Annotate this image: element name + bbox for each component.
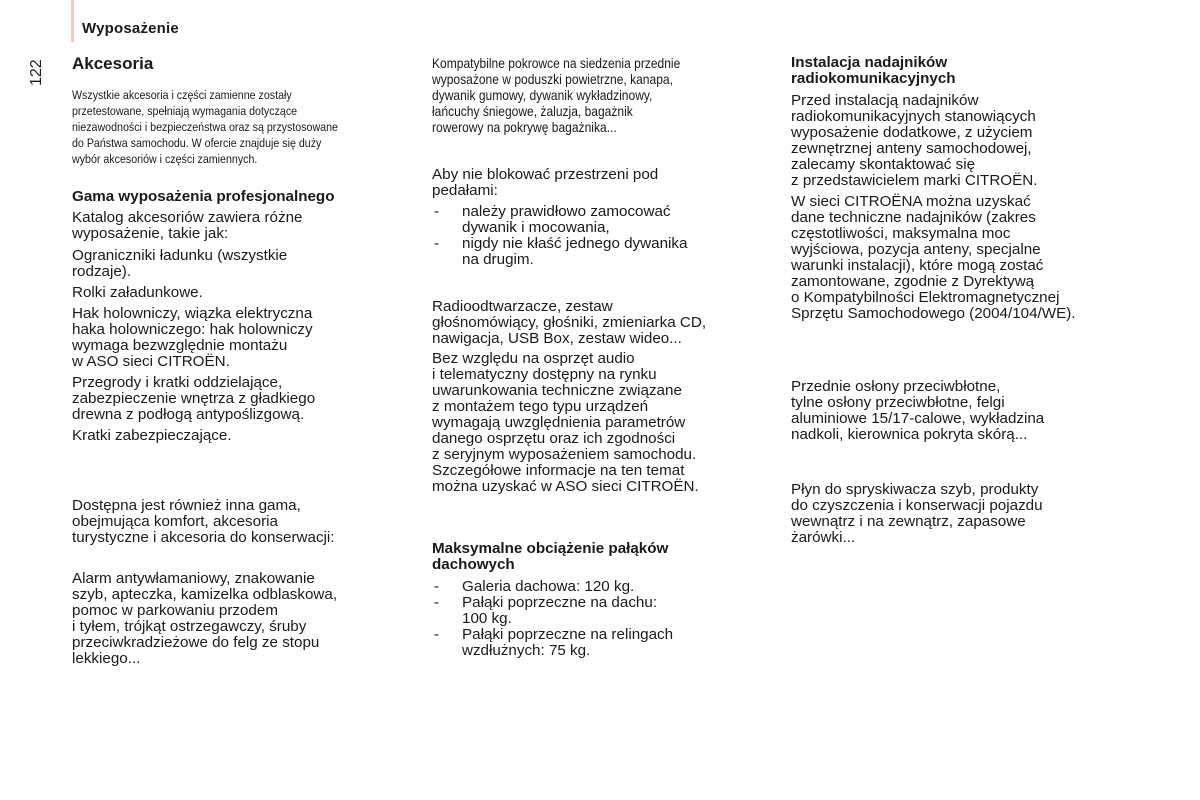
- text-line: wymagają uwzględnienia parametrów: [432, 414, 686, 431]
- text-line: Bez względu na osprzęt audio: [432, 350, 635, 367]
- text-line: żarówki...: [791, 529, 856, 546]
- text-line: Instalacja nadajników: [791, 54, 948, 71]
- text-line: nadkoli, kierownica pokryta skórą...: [791, 426, 1028, 443]
- text-line: lekkiego...: [72, 650, 141, 667]
- text-line: wymaga bezwzględnie montażu: [72, 337, 288, 354]
- text-line: radiokomunikacyjnych: [791, 70, 956, 87]
- text-line: głośnomówiący, głośniki, zmieniarka CD,: [432, 314, 707, 331]
- text-line: Dostępna jest również inna gama,: [72, 497, 301, 514]
- text-line: przeciwkradzieżowe do felg ze stopu: [72, 634, 320, 651]
- other-range-paragraph: [72, 498, 335, 546]
- partitions-paragraph: [72, 375, 315, 423]
- list-item: [432, 579, 673, 595]
- text-line: w ASO sieci CITROËN.: [72, 353, 230, 370]
- towbar-paragraph: [72, 306, 313, 370]
- text-line: dywanik i mocowania,: [462, 219, 610, 236]
- text-line: Hak holowniczy, wiązka elektryczna: [72, 305, 313, 322]
- text-line: Przed instalacją nadajników: [791, 92, 979, 109]
- text-line: wewnątrz i na zewnątrz, zapasowe: [791, 513, 1026, 530]
- text-line: dywanik gumowy, dywanik wykładzinowy,: [432, 87, 653, 103]
- transmitters-network-paragraph: [791, 194, 1076, 322]
- text-line: pedałami:: [432, 182, 498, 199]
- grilles-paragraph: Kratki zabezpieczające.: [72, 427, 232, 444]
- text-line: o Kompatybilności Elektromagnetycznej: [791, 289, 1060, 306]
- text-line: Katalog akcesoriów zawiera różne: [72, 209, 303, 226]
- text-line: rodzaje).: [72, 263, 132, 280]
- loading-rollers-paragraph: Rolki załadunkowe.: [72, 284, 203, 301]
- roof-load-list: [432, 579, 673, 659]
- transmitters-heading: [791, 55, 956, 87]
- text-line: danego osprzętu oraz ich zgodności: [432, 430, 676, 447]
- list-item: [432, 627, 673, 659]
- text-line: należy prawidłowo zamocować: [462, 203, 671, 220]
- column-2: [432, 0, 777, 800]
- text-line: Ograniczniki ładunku (wszystkie: [72, 247, 288, 264]
- text-line: turystyczne i akcesoria do konserwacji:: [72, 529, 335, 546]
- text-line: nigdy nie kłaść jednego dywanika: [462, 235, 688, 252]
- text-line: wzdłużnych: 75 kg.: [462, 642, 591, 659]
- text-line: dane techniczne nadajników (zakres: [791, 209, 1036, 226]
- text-line: obejmująca komfort, akcesoria: [72, 513, 278, 530]
- text-line: i telematyczny dostępny na rynku: [432, 366, 657, 383]
- transmitters-install-paragraph: [791, 93, 1037, 189]
- text-line: wyjściowa, pozycja anteny, specjalne: [791, 241, 1041, 258]
- text-line: Przegrody i kratki oddzielające,: [72, 374, 283, 391]
- list-item: [432, 204, 687, 236]
- text-line: Pałąki poprzeczne na relingach: [462, 626, 674, 643]
- text-line: można uzyskać w ASO sieci CITROËN.: [432, 478, 699, 495]
- text-line: wyposażenie dodatkowe, z użyciem: [791, 124, 1033, 141]
- text-line: aluminiowe 15/17-calowe, wykładzina: [791, 410, 1045, 427]
- text-line: zewnętrznej anteny samochodowej,: [791, 140, 1032, 157]
- professional-range-heading: Gama wyposażenia profesjonalnego: [72, 188, 335, 205]
- list-item: [432, 595, 673, 627]
- mudflaps-paragraph: [791, 379, 1044, 443]
- text-line: warunki instalacji), które mogą zostać: [791, 257, 1044, 274]
- text-line: zalecamy skontaktować się: [791, 156, 976, 173]
- washer-fluid-paragraph: [791, 482, 1043, 546]
- pedals-intro-paragraph: [432, 167, 658, 199]
- radio-paragraph: [432, 299, 706, 347]
- load-limiters-paragraph: [72, 248, 287, 280]
- text-line: tylne osłony przeciwbłotne, felgi: [791, 394, 1005, 411]
- text-line: haka holowniczego: hak holowniczy: [72, 321, 313, 338]
- text-line: dachowych: [432, 556, 515, 573]
- text-line: drewna z podłogą antypoślizgową.: [72, 406, 305, 423]
- text-line: rowerowy na pokrywę bagażnika...: [432, 119, 617, 135]
- column-3: [791, 0, 1171, 800]
- text-line: Alarm antywłamaniowy, znakowanie: [72, 570, 315, 587]
- text-line: do Państwa samochodu. W ofercie znajduje się duży: [72, 136, 322, 150]
- text-line: niezawodności i bezpieczeństwa oraz są przystosowane: [72, 120, 338, 134]
- column-1: [72, 0, 417, 800]
- text-line: Pałąki poprzeczne na dachu:: [462, 594, 658, 611]
- text-line: Aby nie blokować przestrzeni pod: [432, 166, 659, 183]
- text-line: W sieci CITROËNA można uzyskać: [791, 193, 1031, 210]
- text-line: z przedstawicielem marki CITROËN.: [791, 172, 1038, 189]
- text-line: na drugim.: [462, 251, 534, 268]
- text-line: Radioodtwarzacze, zestaw: [432, 298, 613, 315]
- text-line: pomoc w parkowaniu przodem: [72, 602, 278, 619]
- text-line: z montażem tego typu urządzeń: [432, 398, 649, 415]
- text-line: wyposażone w poduszki powietrzne, kanapa,: [432, 71, 673, 87]
- text-line: wyposażenie, takie jak:: [72, 225, 229, 242]
- text-line: Przednie osłony przeciwbłotne,: [791, 378, 1001, 395]
- pedals-list: [432, 204, 687, 268]
- text-line: 100 kg.: [462, 610, 512, 627]
- audio-paragraph: [432, 351, 699, 495]
- text-line: Kompatybilne pokrowce na siedzenia przednie: [432, 55, 681, 71]
- text-line: Sprzętu Samochodowego (2004/104/WE).: [791, 305, 1076, 322]
- intro-paragraph: [72, 87, 338, 167]
- page-number: 122: [28, 59, 45, 86]
- section-label: Wyposażenie: [82, 20, 179, 37]
- seat-covers-paragraph: [432, 55, 680, 135]
- catalog-paragraph: [72, 210, 302, 242]
- text-line: szyb, apteczka, kamizelka odblaskowa,: [72, 586, 338, 603]
- text-line: Maksymalne obciążenie pałąków: [432, 540, 669, 557]
- text-line: uwarunkowania techniczne związane: [432, 382, 682, 399]
- text-line: Wszystkie akcesoria i części zamienne zostały: [72, 88, 292, 102]
- text-line: i tyłem, trójkąt ostrzegawczy, śruby: [72, 618, 307, 635]
- alarm-paragraph: [72, 571, 337, 667]
- text-line: zamontowane, zgodnie z Dyrektywą: [791, 273, 1035, 290]
- text-line: wybór akcesoriów i części zamiennych.: [72, 152, 258, 166]
- text-line: do czyszczenia i konserwacji pojazdu: [791, 497, 1043, 514]
- text-line: Płyn do spryskiwacza szyb, produkty: [791, 481, 1039, 498]
- text-line: Galeria dachowa: 120 kg.: [462, 578, 635, 595]
- text-line: radiokomunikacyjnych stanowiących: [791, 108, 1036, 125]
- text-line: z seryjnym wyposażeniem samochodu.: [432, 446, 697, 463]
- page-title: Akcesoria: [72, 54, 154, 73]
- text-line: Szczegółowe informacje na ten temat: [432, 462, 685, 479]
- text-line: zabezpieczenie wnętrza z gładkiego: [72, 390, 316, 407]
- text-line: częstotliwości, maksymalna moc: [791, 225, 1011, 242]
- list-item: [432, 236, 687, 268]
- roof-load-heading: [432, 541, 668, 573]
- text-line: przetestowane, spełniają wymagania dotyczące: [72, 104, 298, 118]
- text-line: nawigacja, USB Box, zestaw wideo...: [432, 330, 682, 347]
- text-line: łańcuchy śniegowe, żaluzja, bagażnik: [432, 103, 633, 119]
